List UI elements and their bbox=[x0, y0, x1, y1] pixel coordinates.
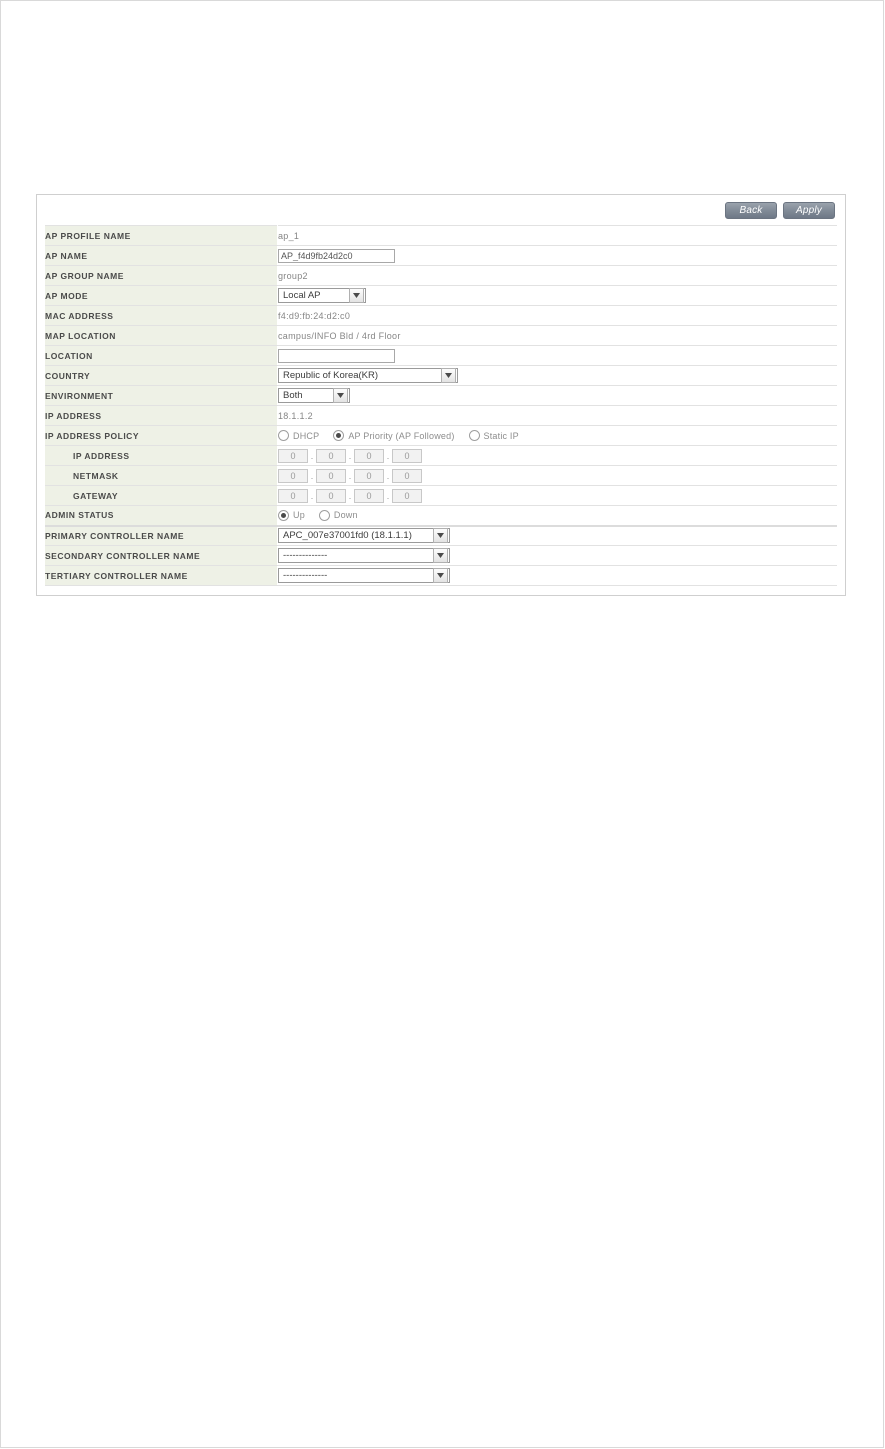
label-gateway: GATEWAY bbox=[45, 486, 278, 506]
value-ap-profile-name: ap_1 bbox=[278, 230, 300, 241]
ip-dot: . bbox=[310, 490, 314, 501]
ap-settings-table bbox=[45, 225, 837, 586]
row-admin-status bbox=[45, 506, 837, 526]
label-secondary-controller: SECONDARY CONTROLLER NAME bbox=[45, 546, 278, 566]
radio-up[interactable] bbox=[278, 510, 289, 521]
ip-dot: . bbox=[386, 450, 390, 461]
country-select[interactable] bbox=[278, 368, 458, 383]
cell-ap-group-name bbox=[278, 266, 838, 286]
cell-admin-status bbox=[278, 506, 838, 526]
label-map-location: MAP LOCATION bbox=[45, 326, 278, 346]
row-ap-mode bbox=[45, 286, 837, 306]
ip-dot: . bbox=[386, 470, 390, 481]
ip-dot: . bbox=[310, 450, 314, 461]
row-location bbox=[45, 346, 837, 366]
radio-item-ap-priority[interactable] bbox=[333, 430, 454, 441]
apply-button[interactable]: Apply bbox=[783, 202, 835, 219]
ap-mode-select[interactable] bbox=[278, 288, 366, 303]
row-environment bbox=[45, 386, 837, 406]
row-netmask bbox=[45, 466, 837, 486]
radio-label-dhcp: DHCP bbox=[293, 430, 320, 441]
cell-location bbox=[278, 346, 838, 366]
label-country: COUNTRY bbox=[45, 366, 278, 386]
label-static-ip-address: IP ADDRESS bbox=[45, 446, 278, 466]
radio-label-down: Down bbox=[333, 510, 358, 521]
chevron-down-icon bbox=[433, 528, 448, 543]
row-tertiary-controller bbox=[45, 566, 837, 586]
label-admin-status: ADMIN STATUS bbox=[45, 506, 278, 526]
secondary-controller-select-value: -------------- bbox=[283, 550, 328, 561]
primary-controller-select[interactable] bbox=[278, 528, 450, 543]
radio-item-static-ip[interactable] bbox=[469, 430, 519, 441]
ip-dot: . bbox=[348, 450, 352, 461]
tertiary-controller-select[interactable] bbox=[278, 568, 450, 583]
ap-name-input[interactable] bbox=[278, 249, 395, 263]
netmask-octet-3[interactable]: 0 bbox=[354, 469, 384, 483]
radio-item-up[interactable] bbox=[278, 510, 305, 521]
label-mac-address: MAC ADDRESS bbox=[45, 306, 278, 326]
label-netmask: NETMASK bbox=[45, 466, 278, 486]
location-input[interactable] bbox=[278, 349, 395, 363]
label-primary-controller: PRIMARY CONTROLLER NAME bbox=[45, 526, 278, 546]
static-ip-octet-4[interactable]: 0 bbox=[392, 449, 422, 463]
environment-select-value: Both bbox=[283, 390, 303, 401]
radio-label-static-ip: Static IP bbox=[483, 430, 519, 441]
row-gateway bbox=[45, 486, 837, 506]
cell-gateway bbox=[278, 486, 838, 506]
value-ap-group-name: group2 bbox=[278, 270, 308, 281]
cell-ip-address-readonly bbox=[278, 406, 838, 426]
ip-dot: . bbox=[310, 470, 314, 481]
label-environment: ENVIRONMENT bbox=[45, 386, 278, 406]
ap-configuration-panel bbox=[36, 194, 846, 596]
cell-ap-mode bbox=[278, 286, 838, 306]
netmask-octet-1[interactable]: 0 bbox=[278, 469, 308, 483]
row-ip-address-policy bbox=[45, 426, 837, 446]
cell-secondary-controller bbox=[278, 546, 838, 566]
netmask-octet-2[interactable]: 0 bbox=[316, 469, 346, 483]
admin-status-radio-group bbox=[278, 510, 837, 521]
label-tertiary-controller: TERTIARY CONTROLLER NAME bbox=[45, 566, 278, 586]
netmask-octet-4[interactable]: 0 bbox=[392, 469, 422, 483]
value-ip-address-readonly: 18.1.1.2 bbox=[278, 410, 313, 421]
label-ip-address-policy: IP ADDRESS POLICY bbox=[45, 426, 278, 446]
cell-mac-address bbox=[278, 306, 838, 326]
chevron-down-icon bbox=[333, 388, 348, 403]
static-ip-octet-2[interactable]: 0 bbox=[316, 449, 346, 463]
value-mac-address: f4:d9:fb:24:d2:c0 bbox=[278, 310, 351, 321]
ip-dot: . bbox=[348, 490, 352, 501]
chevron-down-icon bbox=[349, 288, 364, 303]
country-select-value: Republic of Korea(KR) bbox=[283, 370, 379, 381]
chevron-down-icon bbox=[433, 568, 448, 583]
label-ap-group-name: AP GROUP NAME bbox=[45, 266, 278, 286]
row-ap-profile-name bbox=[45, 226, 837, 246]
radio-item-dhcp[interactable] bbox=[278, 430, 319, 441]
ap-mode-select-value: Local AP bbox=[283, 290, 321, 301]
label-ap-mode: AP MODE bbox=[45, 286, 278, 306]
secondary-controller-select[interactable] bbox=[278, 548, 450, 563]
static-ip-octet-3[interactable]: 0 bbox=[354, 449, 384, 463]
gateway-octet-3[interactable]: 0 bbox=[354, 489, 384, 503]
row-static-ip-address bbox=[45, 446, 837, 466]
gateway-octet-4[interactable]: 0 bbox=[392, 489, 422, 503]
primary-controller-select-value: APC_007e37001fd0 (18.1.1.1) bbox=[283, 530, 412, 542]
row-ap-group-name bbox=[45, 266, 837, 286]
value-map-location: campus/INFO Bld / 4rd Floor bbox=[278, 330, 401, 341]
cell-static-ip-address bbox=[278, 446, 838, 466]
row-country bbox=[45, 366, 837, 386]
radio-label-ap-priority: AP Priority (AP Followed) bbox=[348, 430, 455, 441]
panel-toolbar bbox=[45, 202, 837, 225]
radio-ap-priority[interactable] bbox=[333, 430, 344, 441]
row-mac-address bbox=[45, 306, 837, 326]
label-ip-address-readonly: IP ADDRESS bbox=[45, 406, 278, 426]
cell-ap-name bbox=[278, 246, 838, 266]
radio-label-up: Up bbox=[293, 510, 305, 521]
chevron-down-icon bbox=[433, 548, 448, 563]
ip-dot: . bbox=[348, 470, 352, 481]
cell-map-location bbox=[278, 326, 838, 346]
row-primary-controller bbox=[45, 526, 837, 546]
row-ap-name bbox=[45, 246, 837, 266]
label-ap-profile-name: AP PROFILE NAME bbox=[45, 226, 278, 246]
label-location: LOCATION bbox=[45, 346, 278, 366]
ip-dot: . bbox=[386, 490, 390, 501]
tertiary-controller-select-value: -------------- bbox=[283, 570, 328, 581]
cell-environment bbox=[278, 386, 838, 406]
row-ip-address-readonly bbox=[45, 406, 837, 426]
cell-primary-controller bbox=[278, 526, 838, 546]
environment-select[interactable] bbox=[278, 388, 350, 403]
row-secondary-controller bbox=[45, 546, 837, 566]
cell-tertiary-controller bbox=[278, 566, 838, 586]
radio-item-down[interactable] bbox=[319, 510, 358, 521]
radio-static-ip[interactable] bbox=[469, 430, 480, 441]
gateway-octet-1[interactable]: 0 bbox=[278, 489, 308, 503]
static-ip-octet-1[interactable]: 0 bbox=[278, 449, 308, 463]
row-map-location bbox=[45, 326, 837, 346]
cell-ip-address-policy bbox=[278, 426, 838, 446]
cell-ap-profile-name bbox=[278, 226, 838, 246]
gateway-octet-2[interactable]: 0 bbox=[316, 489, 346, 503]
cell-country bbox=[278, 366, 838, 386]
ip-address-policy-radio-group bbox=[278, 430, 837, 441]
back-button[interactable]: Back bbox=[725, 202, 777, 219]
chevron-down-icon bbox=[441, 368, 456, 383]
radio-dhcp[interactable] bbox=[278, 430, 289, 441]
radio-down[interactable] bbox=[319, 510, 330, 521]
label-ap-name: AP NAME bbox=[45, 246, 278, 266]
cell-netmask bbox=[278, 466, 838, 486]
